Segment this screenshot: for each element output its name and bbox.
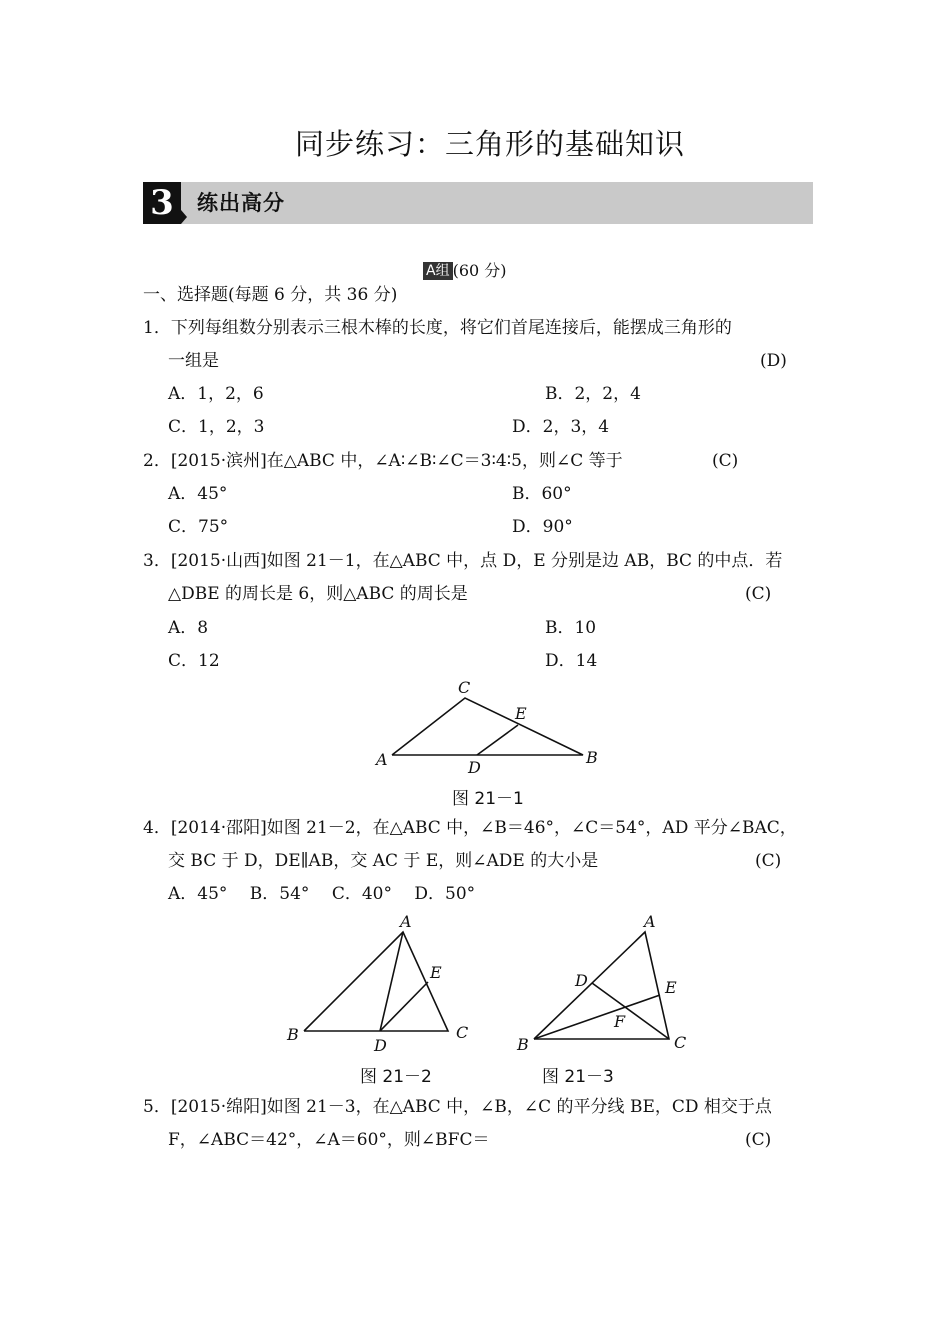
fig1-segment-de [477,725,518,755]
fig1-caption: 图 21－1 [452,789,524,809]
page-title: 同步练习：三角形的基础知识 [294,127,685,161]
banner-number: 3 [143,182,181,224]
q1-option-b: B．2，2，4 [545,384,641,404]
fig3-caption: 图 21－3 [542,1067,614,1087]
section-banner [143,182,813,224]
section-heading: 一、选择题(每题 6 分，共 36 分) [143,285,398,305]
fig1-label-d: D [468,758,481,777]
q1-line1: 1．下列每组数分别表示三根木棒的长度，将它们首尾连接后，能摆成三角形的 [143,318,732,338]
fig1-label-c: C [458,678,471,697]
figure-21-3 [510,905,710,1060]
fig1-label-e: E [515,704,527,723]
fig3-label-c: C [674,1033,687,1052]
fig3-segment-cd [592,983,669,1039]
fig3-label-b: B [517,1035,529,1054]
q4-line1: 4．[2014·邵阳]如图 21－2，在△ABC 中，∠B＝46°，∠C＝54°，AD 平分∠BAC， [143,818,797,838]
fig3-triangle [534,932,669,1039]
q3-option-d: D．14 [545,651,598,671]
banner-marker-icon [181,210,187,224]
fig2-triangle [304,932,448,1031]
group-badge: A组 [423,262,453,280]
q4-line2: 交 BC 于 D，DE∥AB，交 AC 于 E，则∠ADE 的大小是 [168,851,599,871]
fig2-label-e: E [430,963,442,982]
fig2-segment-ad [380,932,403,1031]
q3-option-b: B．10 [545,618,597,638]
q3-line1: 3．[2015·山西]如图 21－1，在△ABC 中，点 D，E 分别是边 AB，BC 的中点．若 [143,551,783,571]
q1-option-d: D．2，3，4 [512,417,610,437]
fig2-caption: 图 21－2 [360,1067,432,1087]
fig2-label-a: A [400,912,412,931]
q1-option-c: C．1，2，3 [168,417,265,437]
q3-line2: △DBE 的周长是 6，则△ABC 的周长是 [168,584,468,604]
q2-option-a: A．45° [168,484,228,504]
q5-line2: F，∠ABC＝42°，∠A＝60°，则∠BFC＝ [168,1130,490,1150]
q2-line1: 2．[2015·滨州]在△ABC 中，∠A∶∠B∶∠C＝3∶4∶5，则∠C 等于 [143,451,623,471]
fig3-label-a: A [644,912,656,931]
fig2-label-b: B [287,1025,299,1044]
fig1-label-a: A [376,750,388,769]
fig3-label-f: F [614,1012,626,1031]
q3-option-c: C．12 [168,651,220,671]
q2-option-b: B．60° [512,484,572,504]
fig3-label-d: D [575,971,588,990]
q1-line2: 一组是 [168,351,219,371]
q2-option-c: C．75° [168,517,229,537]
fig2-segment-de [380,982,428,1031]
banner-text: 练出高分 [197,191,285,215]
q4-answer: (C) [755,851,782,871]
q3-answer: (C) [745,584,772,604]
q2-option-d: D．90° [512,517,573,537]
group-points: (60 分) [452,261,507,280]
q1-answer: (D) [760,351,787,371]
fig3-label-e: E [665,978,677,997]
fig1-label-b: B [586,748,598,767]
q1-option-a: A．1，2，6 [168,384,264,404]
fig2-label-c: C [456,1023,469,1042]
fig3-segment-be [534,995,660,1039]
q4-options: A．45° B．54° C．40° D．50° [168,884,476,904]
q2-answer: (C) [712,451,739,471]
q5-answer: (C) [745,1130,772,1150]
fig2-label-d: D [374,1036,387,1055]
figure-21-1 [370,675,610,780]
q3-option-a: A．8 [168,618,209,638]
group-header [423,258,507,281]
figure-21-2 [280,910,480,1055]
q5-line1: 5．[2015·绵阳]如图 21－3，在△ABC 中，∠B，∠C 的平分线 BE，CD 相交于点 [143,1097,772,1117]
